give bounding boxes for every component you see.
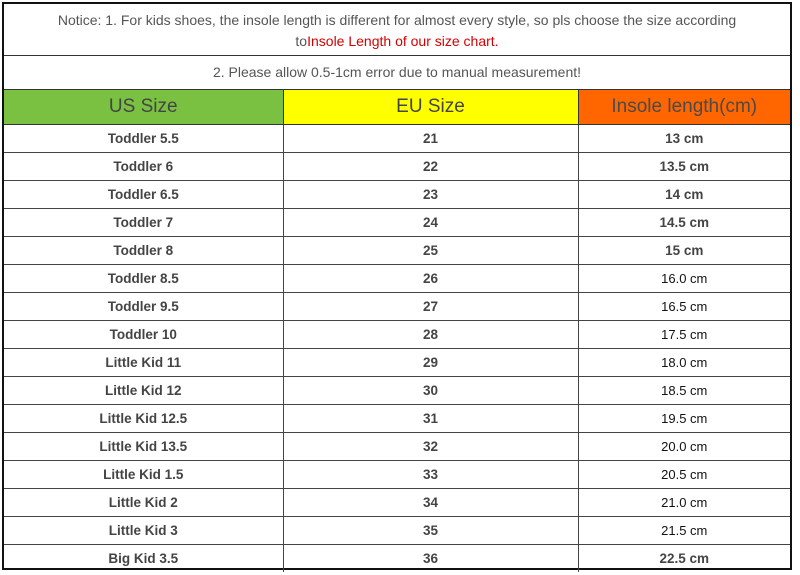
insole-length-cell: 22.5 cm bbox=[578, 545, 790, 573]
us-size-cell: Toddler 7 bbox=[4, 209, 283, 237]
eu-size-cell: 23 bbox=[283, 181, 578, 209]
us-size-cell: Toddler 6.5 bbox=[4, 181, 283, 209]
insole-length-cell: 21.0 cm bbox=[578, 489, 790, 517]
us-size-cell: Toddler 6 bbox=[4, 153, 283, 181]
eu-size-cell: 26 bbox=[283, 265, 578, 293]
us-size-cell: Little Kid 13.5 bbox=[4, 433, 283, 461]
notice-to: to bbox=[295, 33, 308, 49]
eu-size-cell: 24 bbox=[283, 209, 578, 237]
eu-size-cell: 21 bbox=[283, 125, 578, 153]
eu-size-cell: 33 bbox=[283, 461, 578, 489]
us-size-cell: Little Kid 3 bbox=[4, 517, 283, 545]
insole-length-cell: 18.0 cm bbox=[578, 349, 790, 377]
us-size-cell: Little Kid 12.5 bbox=[4, 405, 283, 433]
insole-length-cell: 15 cm bbox=[578, 237, 790, 265]
insole-length-cell: 14.5 cm bbox=[578, 209, 790, 237]
table-row bbox=[4, 461, 790, 489]
table-row bbox=[4, 153, 790, 181]
table-row bbox=[4, 181, 790, 209]
insole-length-header: Insole length(cm) bbox=[578, 90, 790, 125]
table-row bbox=[4, 321, 790, 349]
insole-length-cell: 14 cm bbox=[578, 181, 790, 209]
eu-size-cell: 34 bbox=[283, 489, 578, 517]
us-size-cell: Little Kid 1.5 bbox=[4, 461, 283, 489]
insole-length-cell: 16.5 cm bbox=[578, 293, 790, 321]
table-header-row bbox=[4, 90, 790, 125]
table-row bbox=[4, 489, 790, 517]
eu-size-cell: 35 bbox=[283, 517, 578, 545]
us-size-header: US Size bbox=[4, 90, 283, 125]
us-size-cell: Little Kid 12 bbox=[4, 377, 283, 405]
notice-line-2: 2. Please allow 0.5-1cm error due to manual measurement! bbox=[4, 56, 790, 90]
insole-length-cell: 16.0 cm bbox=[578, 265, 790, 293]
table-row bbox=[4, 237, 790, 265]
table-row bbox=[4, 377, 790, 405]
notice-highlight: Insole Length of our size chart. bbox=[307, 33, 499, 49]
size-table bbox=[4, 90, 790, 572]
eu-size-cell: 27 bbox=[283, 293, 578, 321]
size-chart bbox=[2, 2, 792, 570]
eu-size-cell: 30 bbox=[283, 377, 578, 405]
notice-text-1: Notice: 1. For kids shoes, the insole length is different for almost every style, so pls choose the size according bbox=[57, 12, 737, 28]
eu-size-cell: 28 bbox=[283, 321, 578, 349]
insole-length-cell: 13 cm bbox=[578, 125, 790, 153]
table-row bbox=[4, 545, 790, 573]
eu-size-header: EU Size bbox=[283, 90, 578, 125]
us-size-cell: Little Kid 11 bbox=[4, 349, 283, 377]
eu-size-cell: 31 bbox=[283, 405, 578, 433]
insole-length-cell: 17.5 cm bbox=[578, 321, 790, 349]
table-row bbox=[4, 265, 790, 293]
us-size-cell: Toddler 5.5 bbox=[4, 125, 283, 153]
us-size-cell: Little Kid 2 bbox=[4, 489, 283, 517]
notice-text-2 bbox=[4, 31, 790, 52]
table-row bbox=[4, 209, 790, 237]
insole-length-cell: 20.5 cm bbox=[578, 461, 790, 489]
eu-size-cell: 36 bbox=[283, 545, 578, 573]
size-table-body bbox=[4, 125, 790, 573]
eu-size-cell: 22 bbox=[283, 153, 578, 181]
insole-length-cell: 21.5 cm bbox=[578, 517, 790, 545]
eu-size-cell: 32 bbox=[283, 433, 578, 461]
eu-size-cell: 29 bbox=[283, 349, 578, 377]
insole-length-cell: 20.0 cm bbox=[578, 433, 790, 461]
table-row bbox=[4, 433, 790, 461]
table-row bbox=[4, 125, 790, 153]
us-size-cell: Toddler 8.5 bbox=[4, 265, 283, 293]
us-size-cell: Toddler 10 bbox=[4, 321, 283, 349]
us-size-cell: Toddler 9.5 bbox=[4, 293, 283, 321]
insole-length-cell: 19.5 cm bbox=[578, 405, 790, 433]
table-row bbox=[4, 293, 790, 321]
insole-length-cell: 13.5 cm bbox=[578, 153, 790, 181]
us-size-cell: Big Kid 3.5 bbox=[4, 545, 283, 573]
table-row bbox=[4, 405, 790, 433]
notice-line-1 bbox=[4, 4, 790, 56]
table-row bbox=[4, 517, 790, 545]
us-size-cell: Toddler 8 bbox=[4, 237, 283, 265]
table-row bbox=[4, 349, 790, 377]
insole-length-cell: 18.5 cm bbox=[578, 377, 790, 405]
eu-size-cell: 25 bbox=[283, 237, 578, 265]
